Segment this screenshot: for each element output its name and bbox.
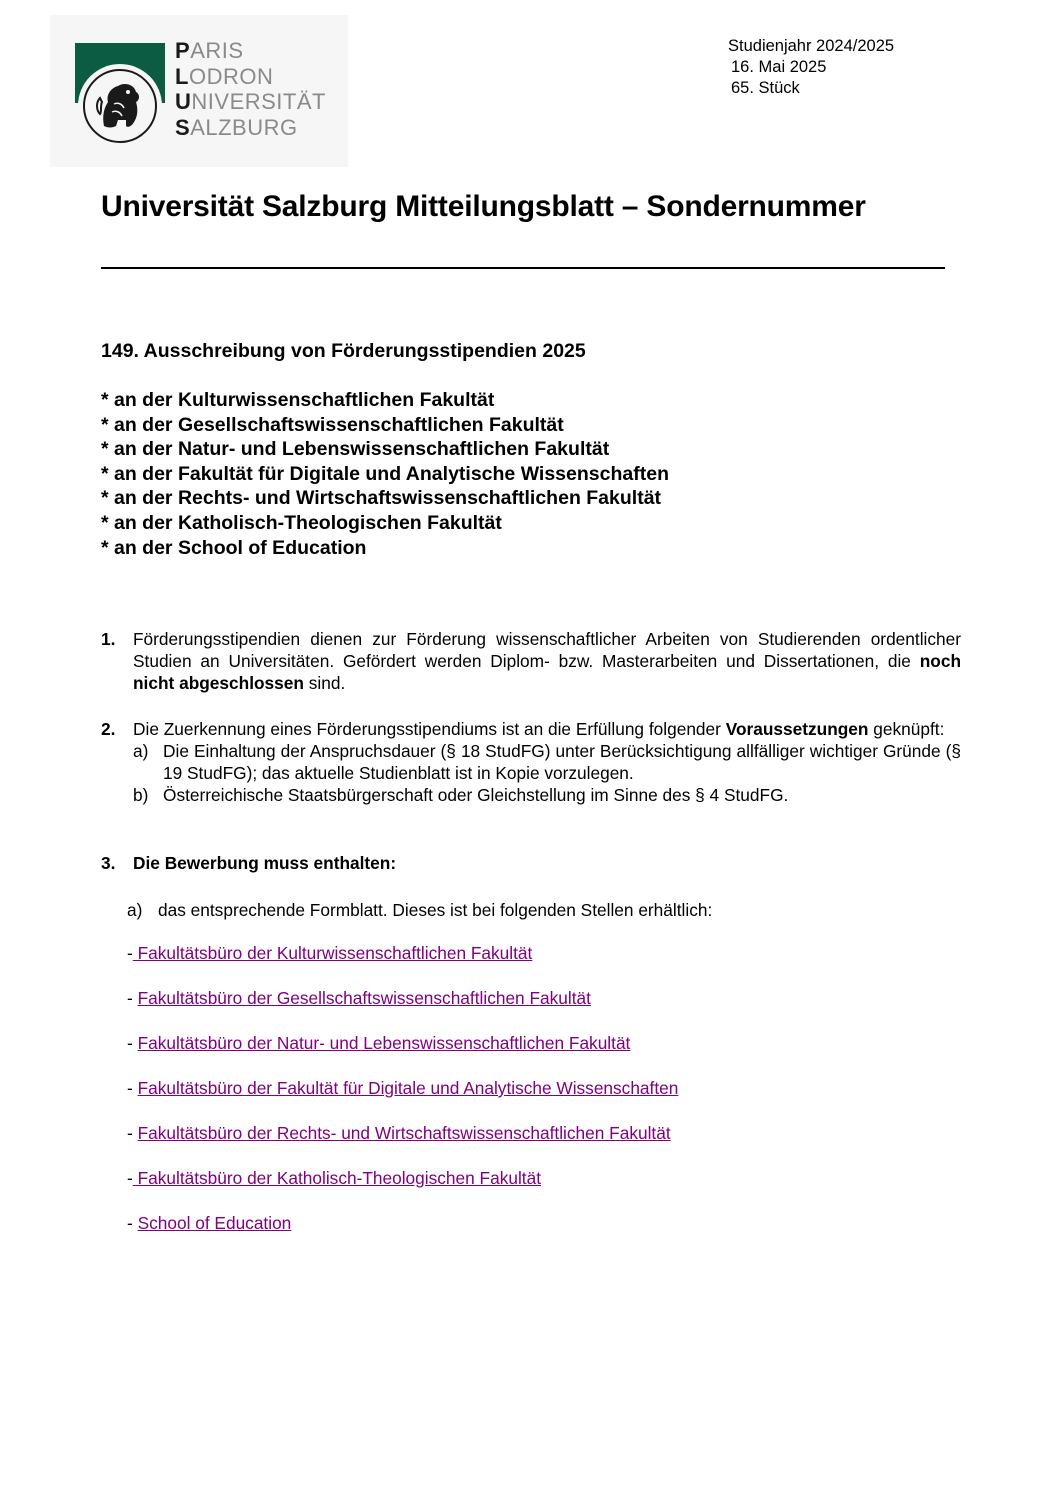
link-row: - Fakultätsbüro der Gesellschaftswissenschaftlichen Fakultät	[127, 988, 591, 1008]
paragraph-number: 2.	[101, 719, 116, 739]
requirement-b: b) Österreichische Staatsbürgerschaft oder Gleichstellung im Sinne des § 4 StudFG.	[133, 785, 789, 805]
paragraph-number: 3.	[101, 853, 116, 873]
link-row: - Fakultätsbüro der Rechts- und Wirtschaftswissenschaftlichen Fakultät	[127, 1123, 671, 1143]
faculty-list	[101, 388, 669, 560]
title-divider	[101, 267, 945, 269]
link-katholisch-theologische-fakultaet[interactable]: Fakultätsbüro der Katholisch-Theologischen Fakultät	[132, 1168, 542, 1188]
faculty-item: * an der Fakultät für Digitale und Analytische Wissenschaften	[101, 462, 669, 485]
paragraph-2	[101, 718, 961, 806]
link-natur-lebenswissenschaftliche-fakultaet[interactable]: Fakultätsbüro der Natur- und Lebenswissenschaftlichen Fakultät	[137, 1033, 631, 1053]
section-heading: 149. Ausschreibung von Förderungsstipendien 2025	[101, 340, 586, 362]
faculty-item: * an der Rechts- und Wirtschaftswissenschaftlichen Fakultät	[101, 487, 662, 510]
faculty-item: * an der Kulturwissenschaftlichen Fakultät	[101, 389, 495, 411]
logo-wordmark: PARIS LODRON UNIVERSITÄT SALZBURG	[175, 38, 326, 140]
paragraph-1	[101, 628, 961, 694]
link-row: - School of Education	[127, 1213, 292, 1233]
issue-info	[728, 36, 894, 99]
link-row: - Fakultätsbüro der Natur- und Lebenswissenschaftlichen Fakultät	[127, 1033, 631, 1053]
academic-year: Studienjahr 2024/2025	[728, 37, 895, 55]
faculty-item: * an der Natur- und Lebenswissenschaftlichen Fakultät	[101, 438, 610, 461]
faculty-item: * an der Gesellschaftswissenschaftlichen Fakultät	[101, 413, 564, 436]
paragraph-heading: Die Bewerbung muss enthalten:	[133, 853, 397, 873]
document-title: Universität Salzburg Mitteilungsblatt – Sondernummer	[101, 190, 866, 223]
link-kulturwissenschaftliche-fakultaet[interactable]: Fakultätsbüro der Kulturwissenschaftlichen Fakultät	[132, 943, 533, 963]
faculty-item: * an der Katholisch-Theologischen Fakultät	[101, 511, 502, 534]
paragraph-text: Die Zuerkennung eines Förderungsstipendiums ist an die Erfüllung folgender Voraussetzungen geknüpft: a) Die Einhaltung der Anspruchsdauer (§ 18 StudFG) unter Berücksichtigung allfälliger wichtiger Gründe (§ 19 StudFG); das aktuelle Studienblatt ist in Kopie vorzulegen. b) Österreichische Staatsbürgerschaft oder Gleichstellung im Sinne des § 4 StudFG.	[133, 719, 961, 805]
lion-seal-icon	[78, 64, 162, 148]
formblatt-note: a) das entsprechende Formblatt. Dieses ist bei folgenden Stellen erhältlich:	[127, 900, 713, 920]
issue-number: 65. Stück	[731, 79, 800, 97]
link-row: - Fakultätsbüro der Kulturwissenschaftlichen Fakultät	[127, 943, 533, 963]
link-row: - Fakultätsbüro der Fakultät für Digitale und Analytische Wissenschaften	[127, 1078, 679, 1098]
link-rechts-wirtschaftswissenschaftliche-fakultaet[interactable]: Fakultätsbüro der Rechts- und Wirtschaftswissenschaftlichen Fakultät	[137, 1123, 671, 1143]
link-digitale-analytische-wissenschaften[interactable]: Fakultätsbüro der Fakultät für Digitale und Analytische Wissenschaften	[137, 1078, 679, 1098]
requirement-a: a) Die Einhaltung der Anspruchsdauer (§ 18 StudFG) unter Berücksichtigung allfälliger wichtiger Gründe (§ 19 StudFG); das aktuelle Studienblatt ist in Kopie vorzulegen.	[133, 741, 961, 783]
paragraph-number: 1.	[101, 629, 116, 649]
issue-date: 16. Mai 2025	[731, 58, 827, 76]
faculty-item: * an der School of Education	[101, 536, 367, 559]
link-row: - Fakultätsbüro der Katholisch-Theologischen Fakultät	[127, 1168, 542, 1188]
paragraph-text: Förderungsstipendien dienen zur Förderung wissenschaftlicher Arbeiten von Studierenden ordentlicher Studien an Universitäten. Gefördert werden Diplom- bzw. Masterarbeiten und Dissertationen, die noch nicht abgeschlossen sind.	[133, 629, 961, 693]
paragraph-3	[101, 852, 961, 874]
link-gesellschaftswissenschaftliche-fakultaet[interactable]: Fakultätsbüro der Gesellschaftswissenschaftlichen Fakultät	[137, 988, 591, 1008]
link-school-of-education[interactable]: School of Education	[137, 1213, 292, 1233]
